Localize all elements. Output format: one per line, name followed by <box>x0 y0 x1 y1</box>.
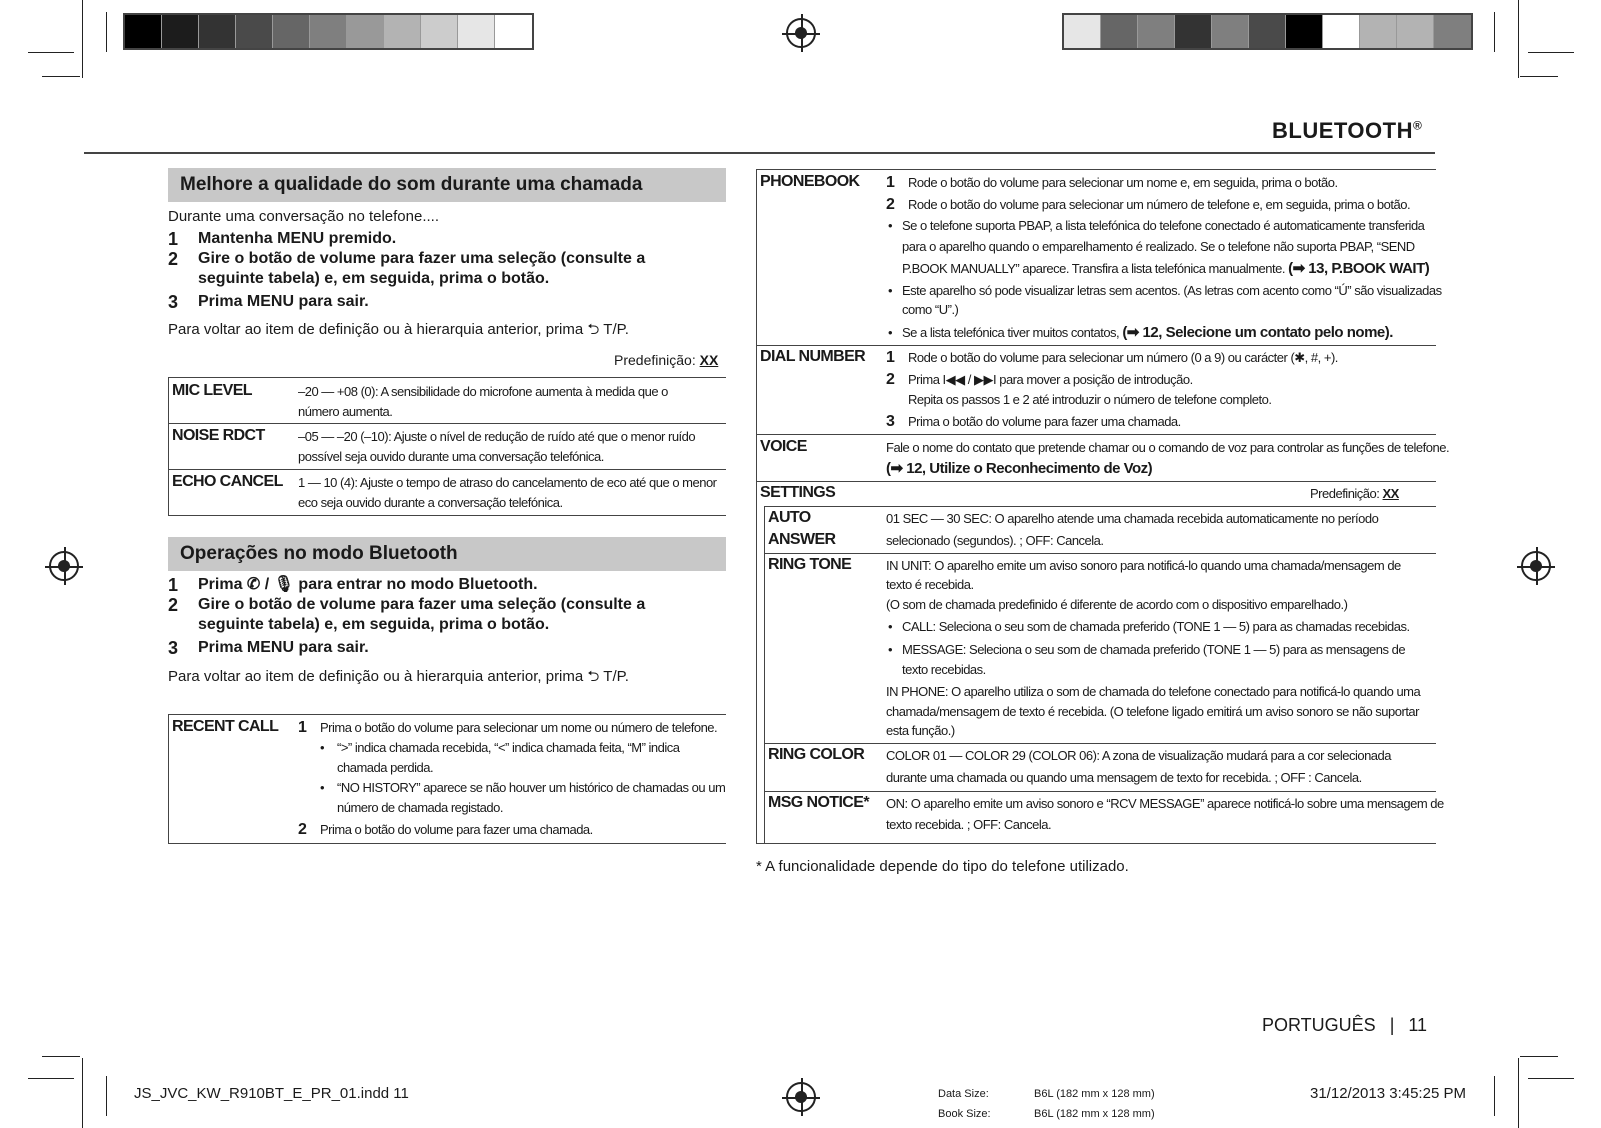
color-swatch <box>1138 15 1175 48</box>
setting-desc: Prima o botão do volume para fazer uma chamada. <box>320 822 593 837</box>
section-heading-call-quality: Melhore a qualidade do som durante uma chamada <box>168 168 726 202</box>
setting-desc: esta função.) <box>886 723 955 738</box>
step-item: 3 Prima MENU para sair. <box>168 638 369 658</box>
table-rule <box>168 423 726 424</box>
color-swatch <box>125 15 162 48</box>
bullet-item: • <box>888 283 893 298</box>
setting-label-noise-rdct: NOISE RDCT <box>172 427 265 444</box>
color-bar-left <box>123 13 534 50</box>
slug-data-size-label: Data Size: <box>938 1088 989 1100</box>
step-item: seguinte tabela) e, em seguida, prima o botão. <box>198 270 550 287</box>
registration-mark-icon <box>786 18 816 48</box>
setting-desc: ON: O aparelho emite um aviso sonoro e “RCV MESSAGE” aparece notificá-lo sobre uma mensagem de <box>886 796 1444 811</box>
table-rule <box>756 169 1436 170</box>
back-instruction: Para voltar ao item de definição ou à hierarquia anterior, prima ⮌ T/P. <box>168 321 629 338</box>
setting-desc: número de chamada registado. <box>337 800 503 815</box>
step-number: 2 <box>886 196 895 213</box>
color-swatch <box>347 15 384 48</box>
step-item: 2 Gire o botão de volume para fazer uma seleção (consulte a <box>168 249 646 269</box>
step-number: 1 <box>886 174 895 191</box>
setting-desc: para o aparelho quando o emparelhamento é realizado. Se o telefone não suporta PBAP, “SEND <box>902 239 1415 254</box>
setting-desc: (O som de chamada predefinido é diferente de acordo com o dispositivo emparelhado.) <box>886 597 1348 612</box>
bullet-item: • <box>320 780 325 795</box>
setting-label-voice: VOICE <box>760 438 807 455</box>
setting-desc: Rode o botão do volume para selecionar um número (0 a 9) ou carácter (✱, #, +). <box>908 350 1338 365</box>
slug-book-size-label: Book Size: <box>938 1108 991 1120</box>
table-rule <box>764 743 1436 744</box>
setting-desc: COLOR 01 — COLOR 29 (COLOR 06): A zona de visualização mudará para a cor selecionada <box>886 748 1391 763</box>
setting-desc: 1 — 10 (4): Ajuste o tempo de atraso do cancelamento de eco até que o menor <box>298 475 717 490</box>
setting-label-ring-tone: RING TONE <box>768 556 852 573</box>
setting-desc: MESSAGE: Seleciona o seu som de chamada preferido (TONE 1 — 5) para as mensagens de <box>902 642 1406 657</box>
crop-mark <box>28 52 74 53</box>
color-swatch <box>495 15 532 48</box>
crop-mark <box>106 1076 107 1116</box>
color-swatch <box>310 15 347 48</box>
setting-label-settings: SETTINGS <box>760 484 836 501</box>
setting-desc: eco seja ouvido durante a conversação telefónica. <box>298 495 563 510</box>
color-swatch <box>1175 15 1212 48</box>
crop-mark <box>1520 1056 1558 1057</box>
bullet-item: • <box>888 619 893 634</box>
slug-datetime: 31/12/2013 3:45:25 PM <box>1310 1085 1466 1102</box>
bullet-item: • <box>888 642 893 657</box>
setting-desc: –05 — –20 (–10): Ajuste o nível de redução de ruído até que o menor ruído <box>298 429 696 444</box>
setting-desc: selecionado (segundos). ; OFF: Cancela. <box>886 533 1104 548</box>
setting-label-ring-color: RING COLOR <box>768 746 865 763</box>
table-rule <box>168 469 726 470</box>
default-note: Predefinição: XX <box>1310 486 1399 501</box>
setting-desc: “>” indica chamada recebida, “<” indica chamada feita, “M” indica <box>337 740 680 755</box>
table-rule <box>756 843 1436 844</box>
setting-desc: Este aparelho só pode visualizar letras sem acentos. (As letras com acento como “Ú” são visualizadas <box>902 283 1442 298</box>
step-number: 2 <box>298 821 307 838</box>
crop-mark <box>1528 1078 1574 1079</box>
registration-mark-icon <box>786 1082 816 1112</box>
crop-mark <box>106 12 107 52</box>
setting-desc: CALL: Seleciona o seu som de chamada preferido (TONE 1 — 5) para as chamadas recebidas. <box>902 619 1410 634</box>
color-swatch <box>1064 15 1101 48</box>
color-swatch <box>1323 15 1360 48</box>
footnote: * A funcionalidade depende do tipo do telefone utilizado. <box>756 858 1129 875</box>
setting-desc: “NO HISTORY” aparece se não houver um histórico de chamadas ou um <box>337 780 726 795</box>
setting-desc: IN PHONE: O aparelho utiliza o som de chamada do telefone conectado para notificá-lo quando uma <box>886 684 1421 699</box>
color-swatch <box>458 15 495 48</box>
table-rule <box>168 843 726 844</box>
setting-desc: Fale o nome do contato que pretende chamar ou o comando de voz para controlar as funções de telefone. <box>886 440 1450 455</box>
setting-label-recent-call: RECENT CALL <box>172 718 279 735</box>
setting-label-phonebook: PHONEBOOK <box>760 173 860 190</box>
slug-filename: JS_JVC_KW_R910BT_E_PR_01.indd 11 <box>134 1085 409 1102</box>
color-swatch <box>162 15 199 48</box>
setting-desc: número aumenta. <box>298 404 393 419</box>
setting-label-mic-level: MIC LEVEL <box>172 382 252 399</box>
table-border <box>764 506 765 844</box>
intro-text: Durante uma conversação no telefone.... <box>168 208 439 225</box>
step-item: 1 Prima ✆ / 🎙 para entrar no modo Bluetooth. <box>168 575 538 595</box>
setting-desc: (➡ 12, Utilize o Reconhecimento de Voz) <box>886 460 1153 477</box>
step-item: 3 Prima MENU para sair. <box>168 292 369 312</box>
color-swatch <box>273 15 310 48</box>
setting-label-dial-number: DIAL NUMBER <box>760 348 866 365</box>
bullet-item: • <box>320 740 325 755</box>
step-item: 1 Mantenha MENU premido. <box>168 229 397 249</box>
setting-desc: chamada/mensagem de texto é recebida. (O telefone ligado emitirá um aviso sonoro se não suportar <box>886 704 1419 719</box>
table-border <box>168 714 169 843</box>
setting-desc: Se o telefone suporta PBAP, a lista telefónica do telefone conectado é automaticamente transferida <box>902 218 1425 233</box>
crop-mark <box>1518 0 1519 78</box>
crop-mark <box>42 1056 80 1057</box>
color-swatch <box>384 15 421 48</box>
setting-desc: durante uma chamada ou quando uma mensagem de texto for recebida. ; OFF : Cancela. <box>886 770 1362 785</box>
setting-desc: P.BOOK MANUALLY” aparece. Transfira a lista telefónica manualmente. (➡ 13, P.BOOK WAIT) <box>902 260 1430 277</box>
step-number: 2 <box>886 371 895 388</box>
back-instruction: Para voltar ao item de definição ou à hierarquia anterior, prima ⮌ T/P. <box>168 668 629 685</box>
table-rule <box>168 377 726 378</box>
setting-desc: 01 SEC — 30 SEC: O aparelho atende uma chamada recebida automaticamente no período <box>886 511 1379 526</box>
color-swatch <box>236 15 273 48</box>
color-swatch <box>199 15 236 48</box>
step-number: 3 <box>886 413 895 430</box>
setting-label-msg-notice: MSG NOTICE* <box>768 794 869 811</box>
table-rule <box>764 553 1436 554</box>
setting-desc: texto recebidas. <box>902 662 986 677</box>
setting-desc: texto recebida. ; OFF: Cancela. <box>886 817 1052 832</box>
crop-mark <box>1528 52 1574 53</box>
setting-desc: IN UNIT: O aparelho emite um aviso sonoro para notificá-lo quando uma chamada/mensagem de <box>886 558 1401 573</box>
setting-desc: Rode o botão do volume para selecionar um nome e, em seguida, prima o botão. <box>908 175 1338 190</box>
page-title: BLUETOOTH® <box>1272 118 1423 143</box>
color-bar-right <box>1062 13 1473 50</box>
color-swatch <box>421 15 458 48</box>
step-item: 2 Gire o botão de volume para fazer uma seleção (consulte a <box>168 595 646 615</box>
step-item: seguinte tabela) e, em seguida, prima o botão. <box>198 616 550 633</box>
table-rule <box>756 345 1436 346</box>
setting-label-echo-cancel: ECHO CANCEL <box>172 473 283 490</box>
step-number: 1 <box>886 349 895 366</box>
setting-desc: –20 — +08 (0): A sensibilidade do microfone aumenta à medida que o <box>298 384 668 399</box>
setting-desc: possível seja ouvido durante uma conversação telefónica. <box>298 449 604 464</box>
table-rule <box>756 434 1436 435</box>
crop-mark <box>82 0 83 78</box>
crop-mark <box>1518 1058 1519 1128</box>
setting-desc: Prima o botão do volume para selecionar um nome ou número de telefone. <box>320 720 718 735</box>
table-rule <box>764 791 1436 792</box>
crop-mark <box>1494 1076 1495 1116</box>
step-number: 1 <box>298 719 307 736</box>
setting-label-auto-answer: AUTO <box>768 509 811 526</box>
page-footer: PORTUGUÊS | 11 <box>1262 1015 1428 1035</box>
color-swatch <box>1397 15 1434 48</box>
setting-desc: Rode o botão do volume para selecionar um número de telefone e, em seguida, prima o botão. <box>908 197 1411 212</box>
registration-mark-icon <box>1521 551 1551 581</box>
setting-desc: Prima o botão do volume para fazer uma chamada. <box>908 414 1181 429</box>
table-border <box>168 377 169 515</box>
default-note: Predefinição: XX <box>614 352 719 368</box>
bullet-item: • <box>888 218 893 233</box>
color-swatch <box>1101 15 1138 48</box>
setting-desc: Repita os passos 1 e 2 até introduzir o número de telefone completo. <box>908 392 1272 407</box>
crop-mark <box>42 76 80 77</box>
crop-mark <box>1520 76 1558 77</box>
color-swatch <box>1434 15 1471 48</box>
registration-mark-icon <box>49 551 79 581</box>
crop-mark <box>1494 12 1495 52</box>
slug-book-size-value: B6L (182 mm x 128 mm) <box>1034 1108 1155 1120</box>
setting-desc: chamada perdida. <box>337 760 434 775</box>
color-swatch <box>1286 15 1323 48</box>
setting-desc: Se a lista telefónica tiver muitos contatos, (➡ 12, Selecione um contato pelo nome). <box>902 324 1393 341</box>
color-swatch <box>1212 15 1249 48</box>
setting-desc: texto é recebida. <box>886 577 974 592</box>
slug-data-size-value: B6L (182 mm x 128 mm) <box>1034 1088 1155 1100</box>
crop-mark <box>82 1058 83 1128</box>
crop-mark <box>28 1078 74 1079</box>
table-border <box>756 169 757 844</box>
header-rule <box>84 152 1435 154</box>
table-rule <box>168 515 726 516</box>
bullet-item: • <box>888 325 893 340</box>
setting-desc: como “U”.) <box>902 302 959 317</box>
setting-label-auto-answer: ANSWER <box>768 531 836 548</box>
table-rule <box>756 481 1436 482</box>
color-swatch <box>1249 15 1286 48</box>
section-heading-bluetooth-mode: Operações no modo Bluetooth <box>168 537 726 571</box>
setting-desc: Prima I◀◀ / ▶▶I para mover a posição de introdução. <box>908 372 1193 387</box>
table-rule <box>168 714 726 715</box>
table-rule <box>764 506 1436 507</box>
color-swatch <box>1360 15 1397 48</box>
